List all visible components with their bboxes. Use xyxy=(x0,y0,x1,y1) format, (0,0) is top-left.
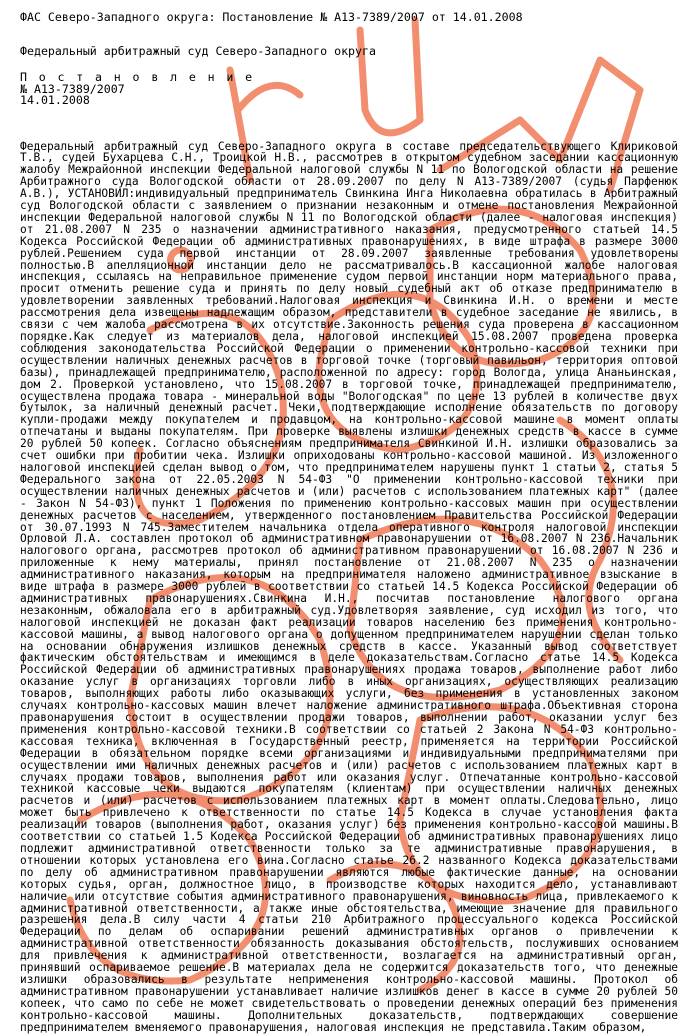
document-date: 14.01.2008 xyxy=(20,93,90,107)
case-number: № А13-7389/2007 xyxy=(20,81,125,96)
document-header xyxy=(20,72,680,107)
document-body: Федеральный арбитражный суд Северо-Западного округа в составе председательствующего Клириковой Т.В., судей Бухарцева С.Н., Троицкой Н.В., рассмотрев в открытом судебном заседании кассационную жалобу Межрайонной инспекции Федеральной налоговой службы N 11 по Вологодской области на решение Арбитражного суда Вологодской области от 28.09.2007 по делу N А13-7389/2007 (судья Парфенюк А.В.), УСТАНОВИЛ:индивидуальный предприниматель Свинкина Инга Николаевна обратилась в Арбитражный суд Вологодской области с заявлением о признании незаконным и отмене постановления Межрайонной инспекции Федеральной налоговой службы N 11 по Вологодской области (далее - налоговая инспекция) от 21.08.2007 N 235 о назначении административного наказания, предусмотренного статьей 14.5 Кодекса Российской Федерации об административных правонарушениях, в виде штрафа в размере 3000 рублей.Решением суда первой инстанции от 28.09.2007 заявленные требования удовлетворены полностью.В апелляционной инстанции дело не рассматривалось.В кассационной жалобе налоговая инспекция, ссылаясь на неправильное применение судом первой инстанции норм материального права, просит отменить решение суда и принять по делу новый судебный акт об отказе предпринимателю в удовлетворении заявленных требований.Налоговая инспекция и Свинкина И.Н. о времени и месте рассмотрения дела извещены надлежащим образом, представители в судебное заседание не явились, в связи с чем жалоба рассмотрена в их отсутствие.Законность решения суда проверена в кассационном порядке.Как следует из материалов дела, налоговой инспекцией 15.08.2007 проведена проверка соблюдения законодательства Российской Федерации о применении контрольно-кассовой техники при осуществлении наличных денежных расчетов в торговой точке (торговый павильон, территория оптовой базы), принадлежащей предпринимателю, расположенной по адресу: город Вологда, улица Ананьинская, дом 2. Проверкой установлено, что 15.08.2007 в торговой точке, принадлежащей предпринимателю, осуществлена продажа товара - минеральной воды "Вологодская" по цене 13 рублей в количестве двух бутылок, за наличный денежный расчет. Чеки, подтверждающие исполнение обязательств по договору купли-продажи между покупателем и продавцом, на контрольно-кассовой машине в момент оплаты отпечатаны и выданы покупателям. При проверке выявлены излишки денежных средств в кассе в сумме 20 рублей 50 копеек. Согласно объяснениям предпринимателя Свинкиной И.Н. излишки образовались за счет ошибки при пробитии чека. Излишки оприходованы контрольно-кассовой машиной. Из изложенного налоговой инспекцией сделан вывод о том, что предпринимателем нарушены пункт 1 статьи 2, статья 5 Федерального закона от 22.05.2003 N 54-ФЗ "О применении контрольно-кассовой техники при осуществлении наличных денежных расчетов и (или) расчетов с использованием платежных карт" (далее - Закон N 54-ФЗ), пункт 1 Положения по применению контрольно-кассовых машин при осуществлении денежных расчетов с населением, утвержденного постановлением Правительства Российской Федерации от 30.07.1993 N 745.Заместителем начальника отдела оперативного контроля налоговой инспекции Орловой Л.А. составлен протокол об административном правонарушении от 16.08.2007 N 236.Начальник налогового органа, рассмотрев протокол об административном правонарушении от 16.08.2007 N 236 и приложенные к нему материалы, принял постановление от 21.08.2007 N 235 о назначении административного наказания, которым на предпринимателя наложено административное взыскание в виде штрафа в размере 3000 рублей в соответствии со статьей 14.5 Кодекса Российской Федерации об административных правонарушениях.Свинкина И.Н., посчитав постановление налогового органа незаконным, обжаловала его в арбитражный суд.Удовлетворяя заявление, суд исходил из того, что налоговой инспекцией не доказан факт реализации товаров населению без применения контрольно-кассовой машины, а вывод налогового органа о допущенном предпринимателем нарушении сделан только на основании обнаружения излишков денежных средств в кассе. Указанный вывод соответствует фактическим обстоятельствам и имеющимся в деле доказательствам.Согласно статье 14.5 Кодекса Российской Федерации об административных правонарушениях продажа товаров, выполнение работ либо оказание услуг в организациях торговли либо в иных организациях, осуществляющих реализацию товаров, выполняющих работы либо оказывающих услуги, без применения в установленных законом случаях контрольно-кассовых машин влечет наложение административного штрафа.Объективная сторона правонарушения состоит в осуществлении продажи товаров, выполнении работ, оказании услуг без применения контрольно-кассовой техники.В соответствии со статьей 2 Закона N 54-ФЗ контрольно-кассовая техника, включенная в Государственный реестр, применяется на территории Российской Федерации в обязательном порядке всеми организациями и индивидуальными предпринимателями при осуществлении ими наличных денежных расчетов и (или) расчетов с использованием платежных карт в случаях продажи товаров, выполнения работ или оказания услуг. Отпечатанные контрольно-кассовой техникой кассовые чеки выдаются покупателям (клиентам) при осуществлении наличных денежных расчетов и (или) расчетов с использованием платежных карт в момент оплаты.Следовательно, лицо может быть привлечено к ответственности по статье 14.5 Кодекса в случае установления факта реализации товаров (выполнения работ, оказания услуг) без применения контрольно-кассовой машины.В соответствии со статьей 1.5 Кодекса Российской Федерации об административных правонарушениях лицо подлежит административной ответственности только за те административные правонарушения, в отношении которых установлена его вина.Согласно статье 26.2 названного Кодекса доказательствами по делу об административном правонарушении являются любые фактические данные, на основании которых судья, орган, должностное лицо, в производстве которых находится дело, устанавливают наличие или отсутствие события административного правонарушения, виновность лица, привлекаемого к административной ответственности, а также иные обстоятельства, имеющие значение для правильного разрешения дела.В силу части 4 статьи 210 Арбитражного процессуального кодекса Российской Федерации по делам об оспаривании решений административных органов о привлечении к административной ответственности обязанность доказывания обстоятельств, послуживших основанием для привлечения к административной ответственности, возлагается на административный орган, принявший оспариваемое решение.В материалах дела не содержится доказательств того, что денежные излишки образовались в результате неприменения контрольно-кассовой машины. Протокол об административном правонарушении устанавливает наличие излишков денег в кассе в сумме 20 рублей 50 копеек, что само по себе не может свидетельствовать о проведении денежных операций без применения контрольно-кассовой машины. Дополнительных доказательств, подтверждающих совершение предпринимателем вменяемого правонарушения, налоговая инспекция не представила.Таким образом, xyxy=(20,139,685,1034)
document-title: ФАС Северо-Западного округа: Постановление № А13-7389/2007 от 14.01.2008 xyxy=(20,10,523,24)
court-name: Федеральный арбитражный суд Северо-Западного округа xyxy=(20,44,376,58)
document-type: П о с т а н о в л е н и е xyxy=(20,70,255,84)
